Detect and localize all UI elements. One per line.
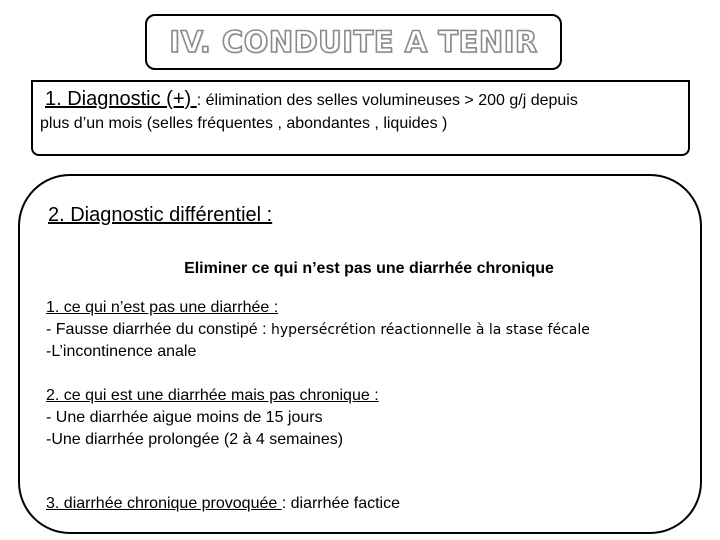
title-box bbox=[145, 14, 562, 70]
section-not-diarrhea bbox=[46, 297, 590, 363]
section-not-diarrhea-item2: -L’incontinence anale bbox=[46, 343, 197, 360]
diagnostic-positive-line2: plus d’un mois (selles fréquentes , abondantes , liquides ) bbox=[40, 115, 448, 132]
diagnostic-positive-line1 bbox=[45, 88, 578, 111]
false-diarrhea-detail: hypersécrétion réactionnelle à la stase fécale bbox=[271, 322, 590, 338]
false-diarrhea-label: - Fausse diarrhée du constipé : bbox=[46, 321, 272, 338]
section-not-chronic-title: 2. ce qui est une diarrhée mais pas chronique : bbox=[46, 387, 379, 404]
diagnostic-positive-box bbox=[31, 80, 690, 156]
diagnostic-positive-colon: : bbox=[196, 92, 206, 109]
diagnostic-differential-heading: 2. Diagnostic différentiel : bbox=[48, 204, 273, 226]
diagnostic-positive-heading: 1. Diagnostic (+) bbox=[45, 88, 197, 110]
diagnostic-positive-text: élimination des selles volumineuses > 200 g/j depuis bbox=[205, 92, 578, 109]
section-provoked-title: 3. diarrhée chronique provoquée bbox=[46, 495, 282, 512]
section-provoked-suffix: : diarrhée factice bbox=[281, 495, 400, 512]
section-not-diarrhea-item1 bbox=[46, 319, 590, 341]
slide-title: IV. CONDUITE A TENIR bbox=[169, 25, 538, 59]
section-not-chronic-item1: - Une diarrhée aigue moins de 15 jours bbox=[46, 409, 323, 426]
diagnostic-differential-box bbox=[18, 174, 702, 534]
eliminate-statement: Eliminer ce qui n’est pas une diarrhée chronique bbox=[184, 260, 554, 277]
section-not-diarrhea-title: 1. ce qui n’est pas une diarrhée : bbox=[46, 299, 279, 316]
section-not-chronic-item2: -Une diarrhée prolongée (2 à 4 semaines) bbox=[46, 431, 344, 448]
section-not-chronic bbox=[46, 385, 379, 451]
section-provoked bbox=[46, 493, 400, 515]
